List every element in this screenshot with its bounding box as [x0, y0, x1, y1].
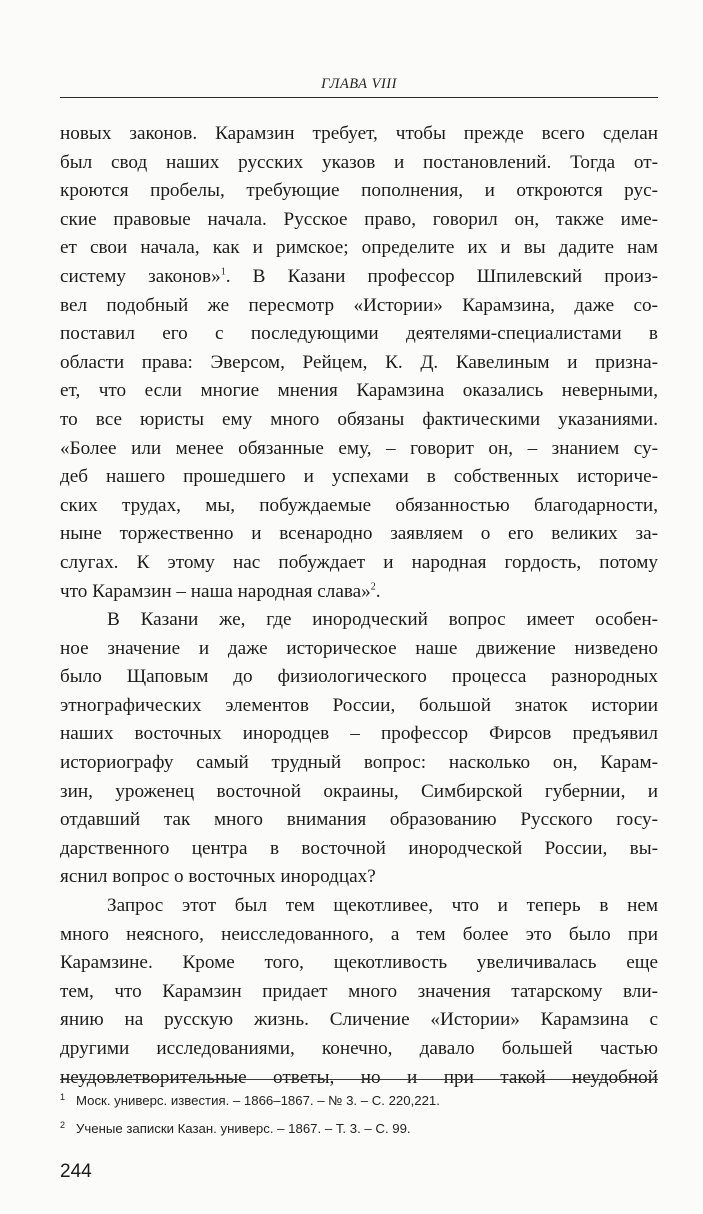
- text-span: что Карамзин – наша народная слава»: [60, 580, 371, 602]
- paragraph-1: [60, 120, 658, 606]
- footnote-1: [60, 1085, 658, 1113]
- text-line: наших восточных инородцев – профессор Фирсов предъявил: [60, 723, 658, 745]
- text-line: тем, что Карамзин придает много значения татарскому вли-: [60, 980, 658, 1002]
- text-line: Карамзине. Кроме того, щекотливость увеличивалась еще: [60, 952, 658, 974]
- text-line: был свод наших русских указов и постановлений. Тогда от-: [60, 151, 658, 173]
- text-line: ное значение и даже историческое наше движение низведено: [60, 637, 658, 659]
- footnote-number: 2: [60, 1120, 66, 1130]
- text-line: области права: Эверсом, Рейцем, К. Д. Кавелиным и призна-: [60, 351, 658, 373]
- text-line: янию на русскую жизнь. Сличение «Истории» Карамзина с: [60, 1009, 658, 1031]
- footnote-ref-1[interactable]: 1: [220, 266, 226, 278]
- text-line: деб нашего прошедшего и успехами в собственных историче-: [60, 466, 658, 488]
- text-line: поставил его с последующими деятелями-специалистами в: [60, 323, 658, 345]
- text-line: [60, 578, 658, 607]
- footnote-rule: [60, 1079, 658, 1080]
- text-line: отдавший так много внимания образованию Русского госу-: [60, 809, 658, 831]
- text-line: дарственного центра в восточной инородческой России, вы-: [60, 837, 658, 859]
- text-span: систему законов»: [60, 265, 221, 287]
- text-span: . В Казани профессор Шпилевский произ-: [225, 265, 658, 287]
- text-line: Запрос этот был тем щекотливее, что и теперь в нем: [107, 895, 658, 917]
- footnote-text: Моск. универс. известия. – 1866–1867. – № 3. – С. 220,221.: [76, 1093, 440, 1108]
- paragraph-2: [60, 606, 658, 892]
- text-line: вел подобный же пересмотр «Истории» Карамзина, даже со-: [60, 294, 658, 316]
- text-line: то все юристы ему много обязаны фактическими указаниями.: [60, 408, 658, 430]
- body-text: [60, 120, 658, 1092]
- text-line: было Щаповым до физиологического процесса разнородных: [60, 666, 658, 688]
- text-line: этнографических элементов России, большой знаток истории: [60, 694, 658, 716]
- text-line: ет, что если многие мнения Карамзина оказались неверными,: [60, 380, 658, 402]
- text-line: другими исследованиями, конечно, давало большей частью: [60, 1038, 658, 1059]
- text-line: [60, 263, 658, 292]
- footnote-text: Ученые записки Казан. универс. – 1867. – Т. 3. – С. 99.: [76, 1121, 411, 1136]
- text-line: ские правовые начала. Русское право, говорил он, также име-: [60, 208, 658, 230]
- text-line: ет свои начала, как и римское; определите их и вы дадите нам: [60, 237, 658, 259]
- running-head: ГЛАВА VIII: [321, 76, 397, 92]
- text-line: много неясного, неисследованного, а тем более это было при: [60, 923, 658, 945]
- header-rule: [60, 97, 658, 98]
- text-line: зин, уроженец восточной окраины, Симбирской губернии, и: [60, 780, 658, 802]
- page-number: 244: [60, 1161, 92, 1182]
- text-line: кроются пробелы, требующие пополнения, и откроются рус-: [60, 180, 658, 202]
- text-line: неудовлетворительные ответы, но и при такой неудобной: [60, 1066, 658, 1088]
- text-span: .: [375, 580, 381, 602]
- text-line: «Более или менее обязанные ему, – говорит он, – знанием су-: [60, 437, 658, 459]
- text-line: ныне торжественно и всенародно заявляем о его великих за-: [60, 523, 658, 545]
- paragraph-3: [60, 892, 658, 1092]
- text-line: ских трудах, мы, побуждаемые обязанностью благодарности,: [60, 494, 658, 516]
- footnotes: [60, 1085, 658, 1141]
- text-line: историографу самый трудный вопрос: насколько он, Карам-: [60, 752, 658, 774]
- text-line: новых законов. Карамзин требует, чтобы прежде всего сделан: [60, 123, 658, 144]
- footnote-number: 1: [60, 1092, 66, 1102]
- footnote-2: [60, 1113, 658, 1141]
- text-line: В Казани же, где инородческий вопрос имеет особен-: [107, 609, 658, 631]
- text-line: яснил вопрос о восточных инородцах?: [60, 866, 376, 888]
- text-line: слугах. К этому нас побуждает и народная гордость, потому: [60, 551, 658, 573]
- footnote-ref-2[interactable]: 2: [370, 581, 376, 593]
